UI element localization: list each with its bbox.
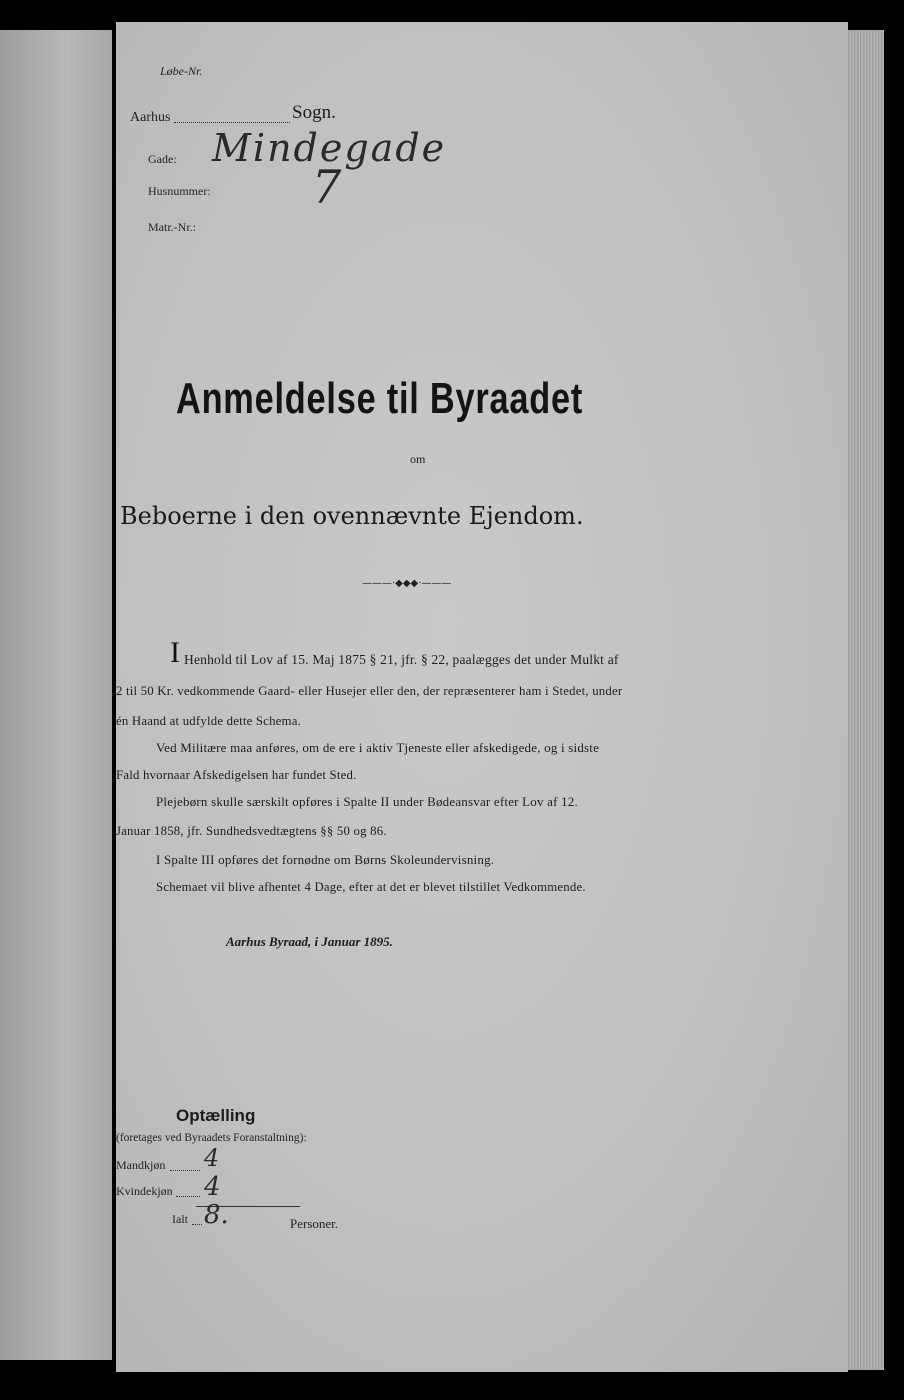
instruction-line: Fald hvornaar Afskedigelsen har fundet Sted.: [116, 768, 357, 782]
gade-label: Gade:: [148, 152, 177, 166]
gade-value: Mindegade: [212, 126, 447, 170]
document-page: [116, 22, 848, 1372]
om-text: om: [410, 452, 426, 466]
ialt-value: 8.: [204, 1200, 229, 1230]
page-title: Anmeldelse til Byraadet: [176, 374, 584, 423]
kvindekjon-value: 4: [204, 1172, 221, 1202]
mandkjon-label: Mandkjøn: [116, 1158, 166, 1172]
mandkjon-dotline: [170, 1170, 200, 1171]
dropcap-letter: I: [170, 636, 180, 669]
instruction-line: Schemaet vil blive afhentet 4 Dage, efter at det er blevet tilstillet Vedkommende.: [156, 880, 586, 894]
matr-label: Matr.-Nr.:: [148, 220, 196, 234]
count-title: Optælling: [176, 1106, 256, 1125]
instruction-line: Plejebørn skulle særskilt opføres i Spalte II under Bødeansvar efter Lov af 12.: [156, 794, 578, 809]
ornament-divider: ———·◆◆◆·———: [362, 578, 452, 589]
ialt-label: Ialt: [172, 1212, 188, 1226]
lobe-nr-label: Løbe-Nr.: [160, 64, 203, 78]
city-label: Aarhus: [130, 110, 171, 125]
kvindekjon-dotline: [176, 1196, 200, 1197]
personer-label: Personer.: [290, 1216, 339, 1231]
instruction-line: I Spalte III opføres det fornødne om Børns Skoleundervisning.: [156, 852, 495, 867]
instruction-line: Henhold til Lov af 15. Maj 1875 § 21, jfr. § 22, paalægges det under Mulkt af: [184, 652, 619, 667]
instruction-line: Ved Militære maa anføres, om de ere i aktiv Tjeneste eller afskedigede, og i sidste: [156, 740, 600, 755]
instruction-line: Januar 1858, jfr. Sundhedsvedtægtens §§ 50 og 86.: [116, 824, 387, 838]
husnummer-label: Husnummer:: [148, 184, 211, 198]
left-page-edge: [0, 30, 112, 1360]
sogn-dotline: [174, 122, 290, 123]
ialt-dotline: [192, 1224, 202, 1225]
signoff-text: Aarhus Byraad, i Januar 1895.: [226, 934, 393, 949]
mandkjon-value: 4: [204, 1144, 220, 1172]
husnummer-value: 7: [312, 160, 342, 214]
sogn-label: Sogn.: [292, 102, 336, 123]
page-subtitle: Beboerne i den ovennævnte Ejendom.: [120, 502, 584, 530]
instruction-line: én Haand at udfylde dette Schema.: [116, 714, 301, 728]
kvindekjon-label: Kvindekjøn: [116, 1184, 173, 1198]
page-stack-edge: [848, 30, 884, 1370]
count-subtitle: (foretages ved Byraadets Foranstaltning):: [116, 1132, 307, 1144]
instruction-line: 2 til 50 Kr. vedkommende Gaard- eller Husejer eller den, der repræsenterer ham i Stedet, under: [116, 684, 623, 698]
